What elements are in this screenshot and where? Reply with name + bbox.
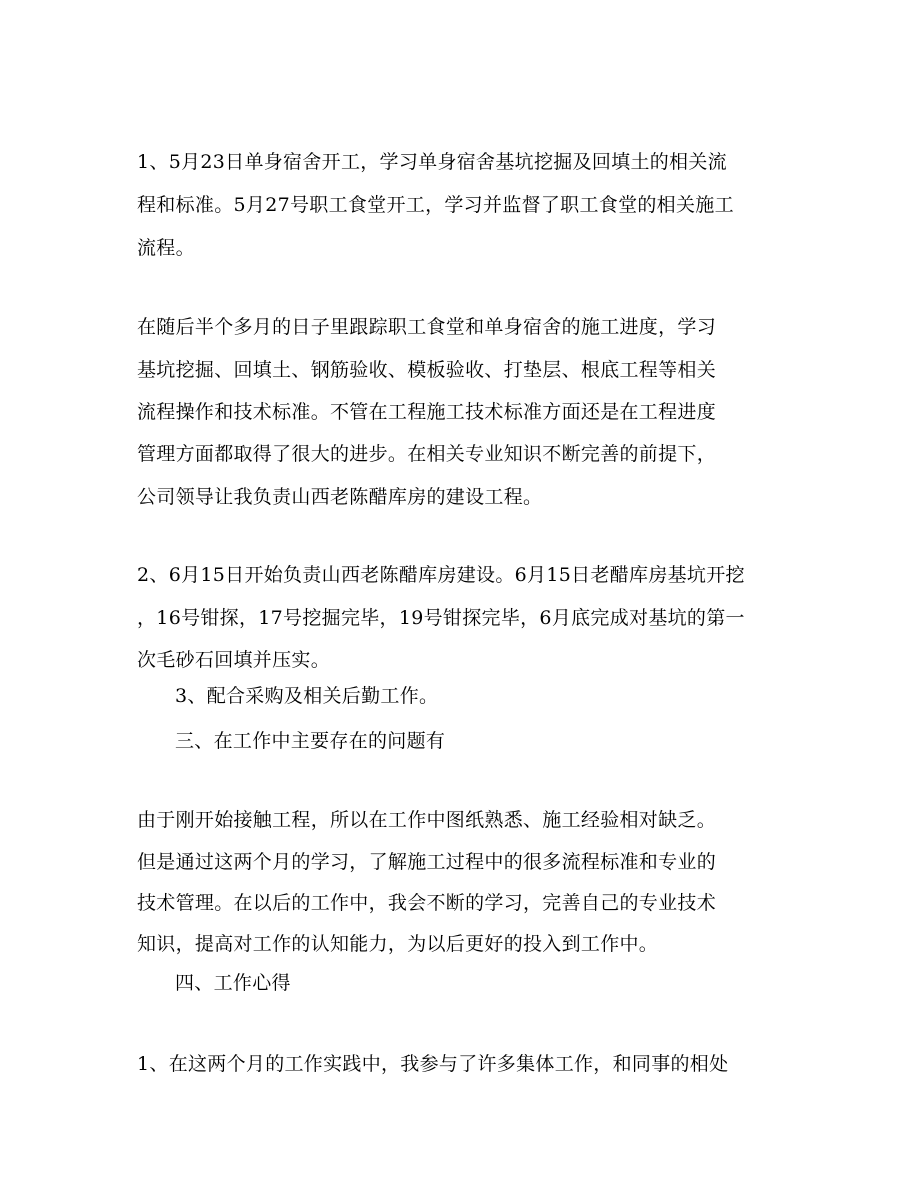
paragraph-3-line-1: 2、6月15日开始负责山西老陈醋库房建设。6月15日老醋库房基坑开挖 [137,564,745,586]
paragraph-1-line-3: 流程。 [137,237,195,259]
section-heading-experience: 四、工作心得 [175,972,291,994]
paragraph-3-line-2: ，16号钳探，17号挖掘完毕，19号钳探完毕，6月底完成对基坑的第一 [137,607,745,629]
paragraph-6-line-3: 技术管理。在以后的工作中，我会不断的学习，完善自己的专业技术 [137,892,717,914]
paragraph-1-line-1: 1、5月23日单身宿舍开工，学习单身宿舍基坑挖掘及回填土的相关流 [137,151,727,173]
paragraph-2-line-5: 公司领导让我负责山西老陈醋库房的建设工程。 [137,486,543,508]
section-heading-problems: 三、在工作中主要存在的问题有 [175,730,446,752]
paragraph-8-line-1: 1、在这两个月的工作实践中，我参与了许多集体工作，和同事的相处 [137,1053,729,1075]
paragraph-6-line-2: 但是通过这两个月的学习，了解施工过程中的很多流程标准和专业的 [137,851,717,873]
paragraph-2-line-2: 基坑挖掘、回填土、钢筋验收、模板验收、打垫层、根底工程等相关 [137,359,717,381]
paragraph-4-line-1: 3、配合采购及相关后勤工作。 [175,685,439,707]
paragraph-6-line-4: 知识，提高对工作的认知能力，为以后更好的投入到工作中。 [137,933,659,955]
paragraph-6-line-1: 由于刚开始接触工程，所以在工作中图纸熟悉、施工经验相对缺乏。 [137,809,717,831]
paragraph-2-line-4: 管理方面都取得了很大的进步。在相关专业知识不断完善的前提下， [137,443,717,465]
paragraph-1-line-2: 程和标准。5月27号职工食堂开工，学习并监督了职工食堂的相关施工 [137,194,734,216]
paragraph-3-line-3: 次毛砂石回填并压实。 [137,649,331,671]
paragraph-2-line-3: 流程操作和技术标准。不管在工程施工技术标准方面还是在工程进度 [137,401,717,423]
paragraph-2-line-1: 在随后半个多月的日子里跟踪职工食堂和单身宿舍的施工进度，学习 [137,316,717,338]
